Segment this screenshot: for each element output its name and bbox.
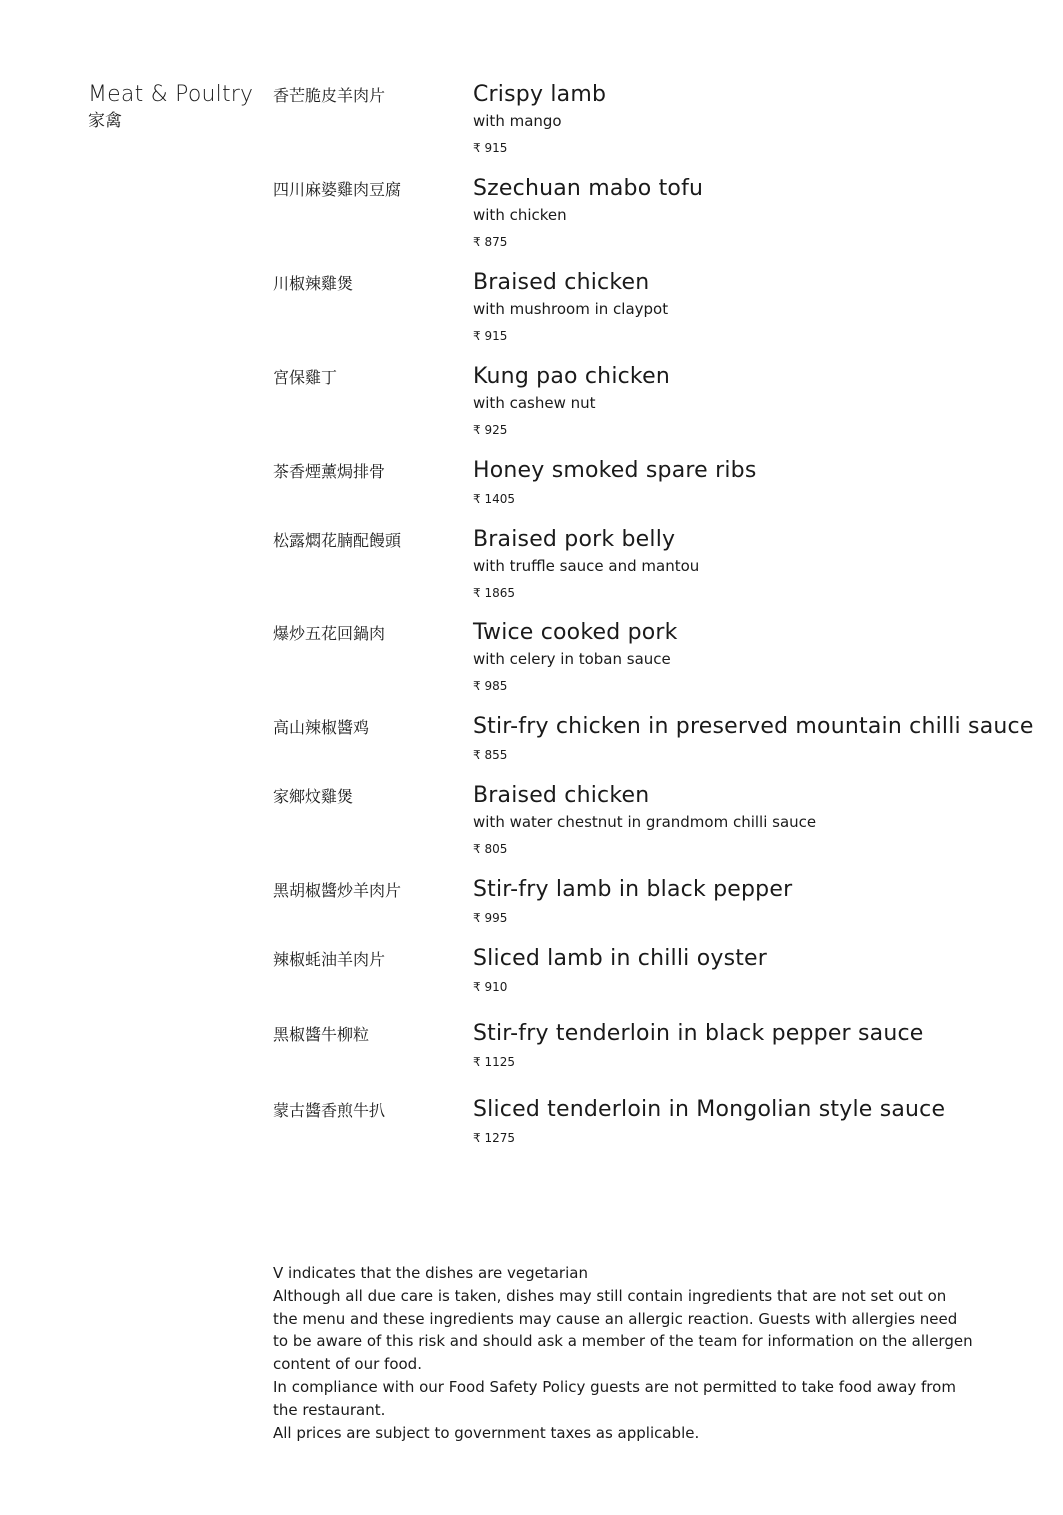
item-name: Sliced lamb in chilli oyster — [473, 946, 768, 971]
item-description: with chicken — [473, 206, 567, 224]
section-title-zh: 家禽 — [88, 111, 122, 131]
food-safety-note: In compliance with our Food Safety Policy guests are not permitted to take food away from the restaurant. — [273, 1377, 956, 1419]
item-price: ₹ 1275 — [473, 1131, 515, 1145]
item-name: Crispy lamb — [473, 82, 607, 107]
item-description: with mango — [473, 112, 562, 130]
menu-footnotes — [273, 1262, 973, 1444]
item-price: ₹ 875 — [473, 235, 508, 249]
item-description: with water chestnut in grandmom chilli sauce — [473, 813, 817, 831]
item-price: ₹ 855 — [473, 748, 508, 762]
item-description: with mushroom in claypot — [473, 300, 669, 318]
item-description: with celery in toban sauce — [473, 650, 671, 668]
tax-note: All prices are subject to government taxes as applicable. — [273, 1423, 700, 1442]
item-price: ₹ 805 — [473, 842, 508, 856]
item-chinese-name: 宮保雞丁 — [273, 368, 338, 387]
item-chinese-name: 高山辣椒醬鸡 — [273, 718, 370, 737]
item-chinese-name: 川椒辣雞煲 — [273, 274, 354, 293]
item-price: ₹ 1125 — [473, 1055, 515, 1069]
item-price: ₹ 925 — [473, 423, 508, 437]
item-chinese-name: 茶香煙薰焗排骨 — [273, 462, 386, 481]
item-name: Szechuan mabo tofu — [473, 176, 704, 201]
item-chinese-name: 松露燜花腩配饅頭 — [273, 531, 402, 550]
item-name: Braised chicken — [473, 783, 650, 808]
item-chinese-name: 香芒脆皮羊肉片 — [273, 86, 386, 105]
item-name: Stir-fry tenderloin in black pepper sauce — [473, 1021, 924, 1046]
item-price: ₹ 995 — [473, 911, 508, 925]
item-chinese-name: 爆炒五花回鍋肉 — [273, 624, 386, 643]
allergen-note: Although all due care is taken, dishes may still contain ingredients that are not set out on the menu and these ingredients may cause an allergic reaction. Guests with allergies need to be aware of this risk and should ask a member of the team for information on the allergen content of our food. — [273, 1286, 973, 1374]
item-chinese-name: 黑胡椒醬炒羊肉片 — [273, 881, 402, 900]
item-price: ₹ 915 — [473, 329, 508, 343]
section-title-en: Meat & Poultry — [88, 82, 254, 107]
item-chinese-name: 黑椒醬牛柳粒 — [273, 1025, 370, 1044]
item-name: Sliced tenderloin in Mongolian style sauce — [473, 1097, 946, 1122]
item-description: with truffle sauce and mantou — [473, 557, 700, 575]
item-chinese-name: 家鄉炆雞煲 — [273, 787, 354, 806]
item-name: Stir-fry lamb in black pepper — [473, 877, 793, 902]
item-chinese-name: 辣椒蚝油羊肉片 — [273, 950, 386, 969]
item-price: ₹ 910 — [473, 980, 508, 994]
item-name: Braised pork belly — [473, 527, 676, 552]
item-description: with cashew nut — [473, 394, 596, 412]
item-name: Stir-fry chicken in preserved mountain chilli sauce — [473, 714, 1034, 739]
item-price: ₹ 915 — [473, 141, 508, 155]
item-name: Kung pao chicken — [473, 364, 670, 389]
item-name: Braised chicken — [473, 270, 650, 295]
item-price: ₹ 1405 — [473, 492, 515, 506]
item-price: ₹ 985 — [473, 679, 508, 693]
item-chinese-name: 四川麻婆雞肉豆腐 — [273, 180, 402, 199]
item-price: ₹ 1865 — [473, 586, 515, 600]
item-name: Honey smoked spare ribs — [473, 458, 757, 483]
vegetarian-note: V indicates that the dishes are vegetarian — [273, 1264, 588, 1282]
item-name: Twice cooked pork — [473, 620, 678, 645]
item-chinese-name: 蒙古醬香煎牛扒 — [273, 1101, 386, 1120]
